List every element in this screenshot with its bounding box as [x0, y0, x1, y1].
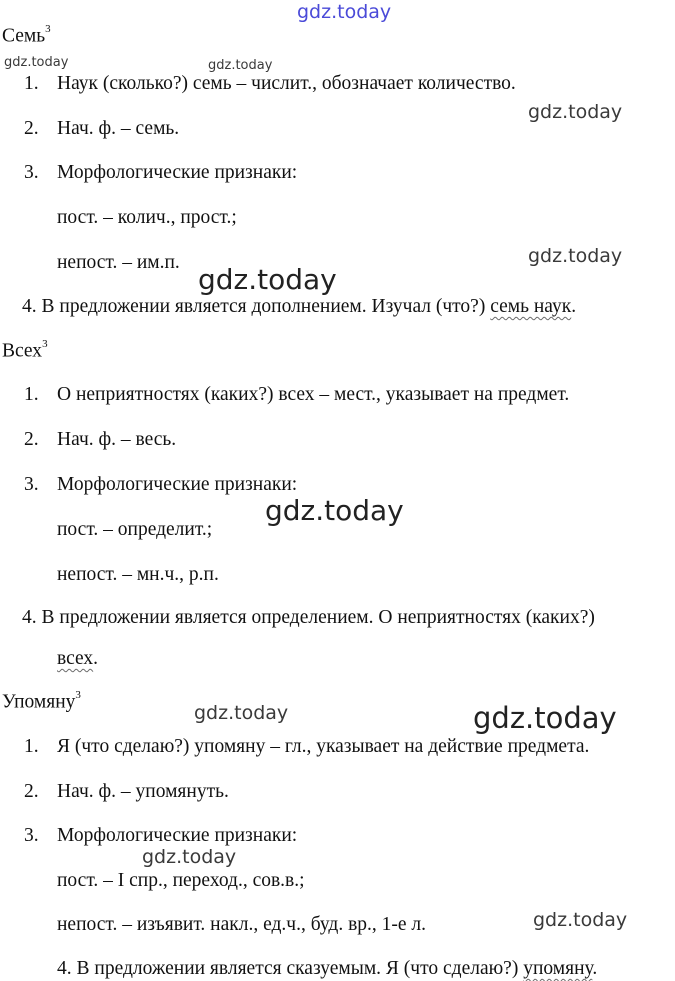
item-text: Нач. ф. – семь.	[57, 118, 180, 139]
item-text: В предложении является сказуемым. Я (что сделаю?)	[76, 958, 519, 979]
item-end: .	[571, 296, 577, 317]
item-text: В предложении является дополнением. Изучал (что?)	[41, 296, 486, 317]
constant-features: пост. – I спр., переход., сов.в.;	[57, 870, 305, 891]
variable-features: непост. – им.п.	[57, 252, 180, 273]
watermark: gdz.today	[265, 494, 404, 527]
item-number: 2.	[24, 781, 39, 802]
item-number: 3.	[24, 474, 39, 495]
item-number: 4.	[22, 296, 37, 317]
underlined-phrase: упомяну	[523, 958, 593, 979]
section-sup: 3	[45, 23, 51, 35]
watermark: gdz.today	[208, 58, 273, 73]
watermark: gdz.today	[533, 909, 628, 931]
variable-features: непост. – мн.ч., р.п.	[57, 564, 219, 585]
constant-features: пост. – колич., прост.;	[57, 207, 237, 228]
item-text: Морфологические признаки:	[57, 162, 298, 183]
watermark: gdz.today	[198, 263, 337, 296]
item-text: Наук (сколько?) семь – числит., обозначает количество.	[57, 73, 516, 94]
section-sup: 3	[75, 689, 81, 701]
constant-features: пост. – определит.;	[57, 519, 213, 540]
section-sup: 3	[42, 338, 48, 350]
item-number: 3.	[24, 162, 39, 183]
underlined-phrase: семь наук	[490, 296, 572, 317]
watermark: gdz.today	[528, 245, 623, 267]
item-number: 1.	[24, 73, 39, 94]
section-heading	[2, 689, 81, 713]
section-title: Семь	[2, 25, 46, 47]
item-number: 2.	[24, 429, 39, 450]
item-text: О неприятностях (каких?) всех – мест., указывает на предмет.	[57, 384, 570, 405]
item-4	[22, 608, 595, 628]
section-heading	[2, 23, 51, 47]
item-end: .	[592, 958, 598, 979]
item-end: .	[93, 648, 99, 669]
section-title: Всех	[2, 340, 43, 362]
item-number: 2.	[24, 118, 39, 139]
item-number: 1.	[24, 384, 39, 405]
watermark: gdz.today	[194, 702, 289, 724]
item-4	[22, 297, 576, 317]
item-text: В предложении является определением. О неприятностях (каких?)	[41, 607, 595, 628]
item-number: 1.	[24, 736, 39, 757]
item-text: Морфологические признаки:	[57, 825, 298, 846]
item-number: 4.	[57, 958, 72, 979]
section-title: Упомяну	[2, 691, 76, 713]
item-text: Нач. ф. – упомянуть.	[57, 781, 229, 802]
item-number: 4.	[22, 607, 37, 628]
item-text: Я (что сделаю?) упомяну – гл., указывает на действие предмета.	[57, 736, 590, 757]
watermark: gdz.today	[142, 846, 237, 868]
item-text: Морфологические признаки:	[57, 474, 298, 495]
watermark: gdz.today	[297, 1, 392, 23]
item-4	[57, 959, 597, 979]
watermark: gdz.today	[4, 55, 69, 70]
item-text: Нач. ф. – весь.	[57, 429, 177, 450]
watermark: gdz.today	[528, 101, 623, 123]
item-4-continuation	[57, 649, 98, 669]
section-heading	[2, 338, 48, 362]
item-number: 3.	[24, 825, 39, 846]
watermark: gdz.today	[473, 701, 617, 735]
underlined-phrase: всех	[57, 648, 94, 669]
variable-features: непост. – изъявит. накл., ед.ч., буд. вр., 1-е л.	[57, 914, 427, 935]
